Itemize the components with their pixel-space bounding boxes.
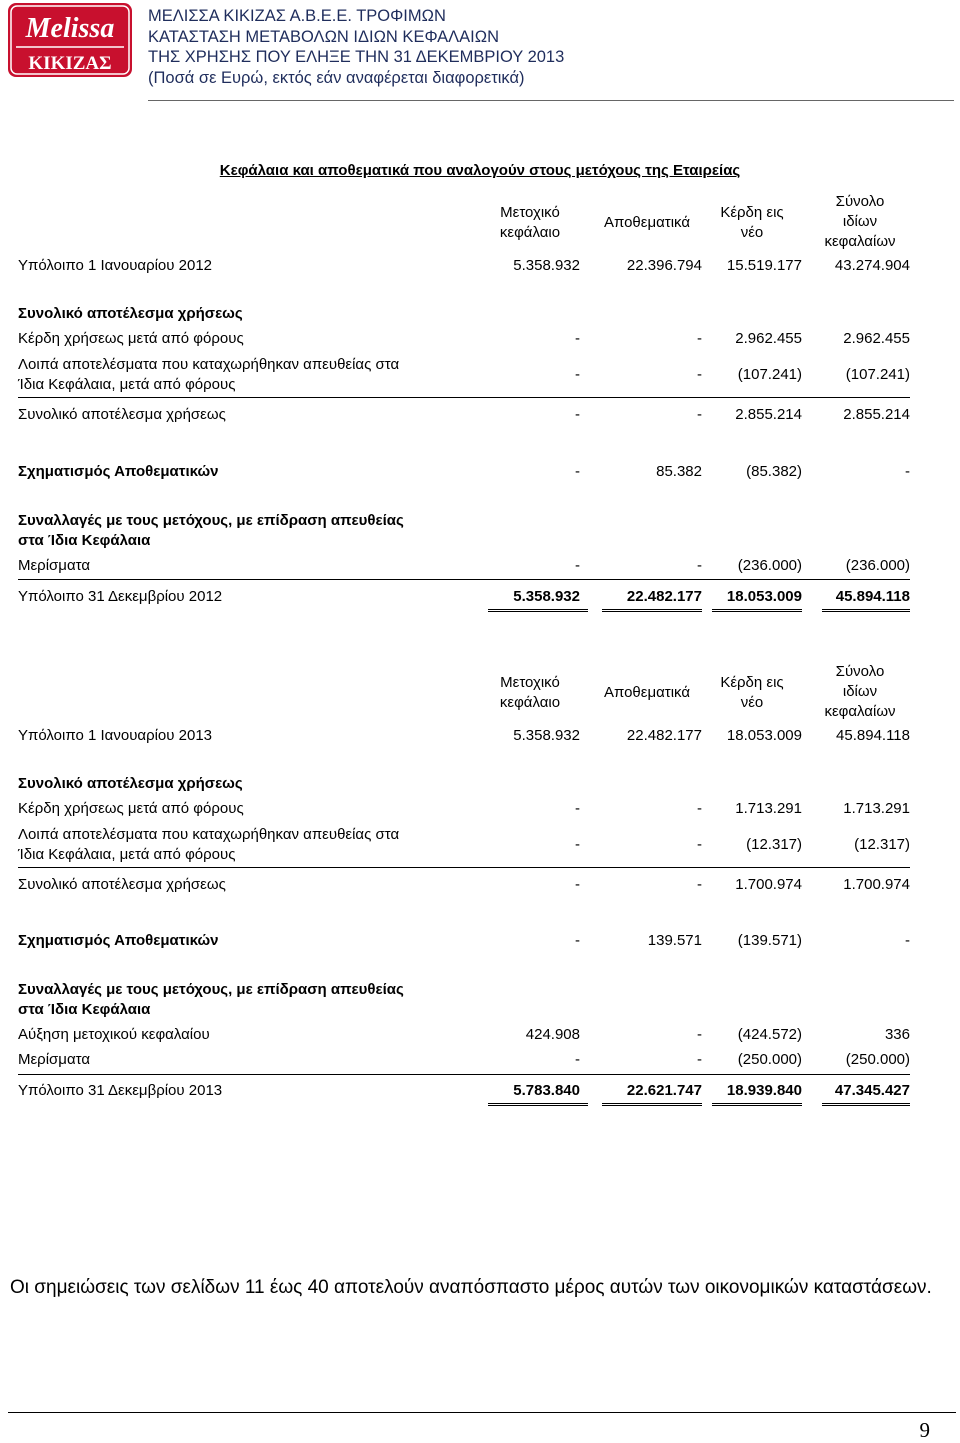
col-header-share-capital: Μετοχικό κεφάλαιο: [499, 674, 561, 711]
logo-brand-text: Melissa: [25, 13, 115, 44]
table-row-ci-total-2013: Συνολικό αποτέλεσμα χρήσεως - - 1.700.974 1.700.974: [18, 876, 910, 893]
table-row-capital-increase-2013: Αύξηση μετοχικού κεφαλαίου 424.908 - (424.572) 336: [18, 1026, 910, 1043]
total-underline: [488, 609, 588, 612]
total-underline: [822, 1103, 910, 1106]
oci-label: Λοιπά αποτελέσματα που καταχωρήθηκαν απευθείας στα Ίδια Κεφάλαια, μετά από φόρους: [18, 356, 400, 393]
total-underline: [602, 1103, 702, 1106]
table-row-dividends-2012: Μερίσματα - - (236.000) (236.000): [18, 557, 910, 574]
document-header: [148, 6, 564, 88]
row-divider: [18, 867, 910, 868]
col-header-retained-earnings: Κέρδη εις νέο: [720, 204, 784, 241]
table-row-oci-2012: Λοιπά αποτελέσματα που καταχωρήθηκαν απευθείας στα Ίδια Κεφάλαια, μετά από φόρους - - (107.241) (107.241): [18, 356, 910, 393]
section-header-comprehensive-income: Συνολικό αποτέλεσμα χρήσεως: [18, 775, 243, 792]
row-divider: [18, 1074, 910, 1075]
table-row-closing-2012: Υπόλοιπο 31 Δεκεμβρίου 2012 5.358.932 22.482.177 18.053.009 45.894.118: [18, 588, 910, 605]
table-row-reserves-2012: Σχηματισμός Αποθεματικών - 85.382 (85.382) -: [18, 463, 910, 480]
row-divider: [18, 579, 910, 580]
section-title: Κεφάλαια και αποθεματικά που αναλογούν στους μετόχους της Εταιρείας: [219, 162, 741, 179]
col-header-retained-earnings: Κέρδη εις νέο: [720, 674, 784, 711]
col-header-share-capital: Μετοχικό κεφάλαιο: [499, 204, 561, 241]
logo-sub-text: ΚΙΚΙΖΑΣ: [28, 53, 112, 74]
header-period: ΤΗΣ ΧΡΗΣΗΣ ΠΟΥ ΕΛΗΞΕ ΤΗΝ 31 ΔΕΚΕΜΒΡΙΟΥ 2013: [148, 48, 565, 66]
header-currency-note: (Ποσά σε Ευρώ, εκτός εάν αναφέρεται διαφορετικά): [148, 68, 525, 87]
table-row-oci-2013: Λοιπά αποτελέσματα που καταχωρήθηκαν απευθείας στα Ίδια Κεφάλαια, μετά από φόρους - - (12.317) (12.317): [18, 826, 910, 863]
col-header-total-equity: Σύνολο ιδίων κεφαλαίων: [824, 663, 896, 720]
footnote: Οι σημειώσεις των σελίδων 11 έως 40 αποτελούν αναπόσπαστο μέρος αυτών των οικονομικών καταστάσεων.: [10, 1277, 932, 1298]
footer-rule: [8, 1412, 956, 1413]
section-header-transactions: Συναλλαγές με τους μετόχους, με επίδραση απευθείας στα Ίδια Κεφάλαια: [18, 512, 404, 549]
col-header-reserves: Αποθεματικά: [603, 214, 691, 231]
col-header-total-equity: Σύνολο ιδίων κεφαλαίων: [824, 193, 896, 250]
table-row-reserves-2013: Σχηματισμός Αποθεματικών - 139.571 (139.571) -: [18, 932, 910, 949]
page-number: 9: [919, 1418, 930, 1442]
header-statement: ΚΑΤΑΣΤΑΣΗ ΜΕΤΑΒΟΛΩΝ ΙΔΙΩΝ ΚΕΦΑΛΑΙΩΝ: [148, 27, 500, 46]
table-row-opening-2013: Υπόλοιπο 1 Ιανουαρίου 2013 5.358.932 22.482.177 18.053.009 45.894.118: [18, 727, 910, 744]
table-row-opening-2012: Υπόλοιπο 1 Ιανουαρίου 2012 5.358.932 22.396.794 15.519.177 43.274.904: [18, 257, 910, 274]
col-header-reserves: Αποθεματικά: [603, 684, 691, 701]
section-header-comprehensive-income: Συνολικό αποτέλεσμα χρήσεως: [18, 305, 243, 322]
melissa-kikizas-logo: [8, 3, 132, 77]
table-row-dividends-2013: Μερίσματα - - (250.000) (250.000): [18, 1051, 910, 1068]
header-rule: [148, 100, 954, 101]
total-underline: [602, 609, 702, 612]
header-company: ΜΕΛΙΣΣΑ ΚΙΚΙΖΑΣ Α.Β.Ε.Ε. ΤΡΟΦΙΜΩΝ: [148, 7, 446, 25]
table-row-profit-2013: Κέρδη χρήσεως μετά από φόρους - - 1.713.291 1.713.291: [18, 800, 910, 817]
table-row-ci-total-2012: Συνολικό αποτέλεσμα χρήσεως - - 2.855.214 2.855.214: [18, 406, 910, 423]
total-underline: [822, 609, 910, 612]
total-underline: [488, 1103, 588, 1106]
oci-label: Λοιπά αποτελέσματα που καταχωρήθηκαν απευθείας στα Ίδια Κεφάλαια, μετά από φόρους: [18, 826, 400, 863]
total-underline: [712, 609, 802, 612]
section-header-transactions: Συναλλαγές με τους μετόχους, με επίδραση απευθείας στα Ίδια Κεφάλαια: [18, 981, 404, 1018]
table-row-closing-2013: Υπόλοιπο 31 Δεκεμβρίου 2013 5.783.840 22.621.747 18.939.840 47.345.427: [18, 1082, 910, 1099]
table-row-profit-2012: Κέρδη χρήσεως μετά από φόρους - - 2.962.455 2.962.455: [18, 330, 910, 347]
total-underline: [712, 1103, 802, 1106]
row-divider: [18, 397, 910, 398]
